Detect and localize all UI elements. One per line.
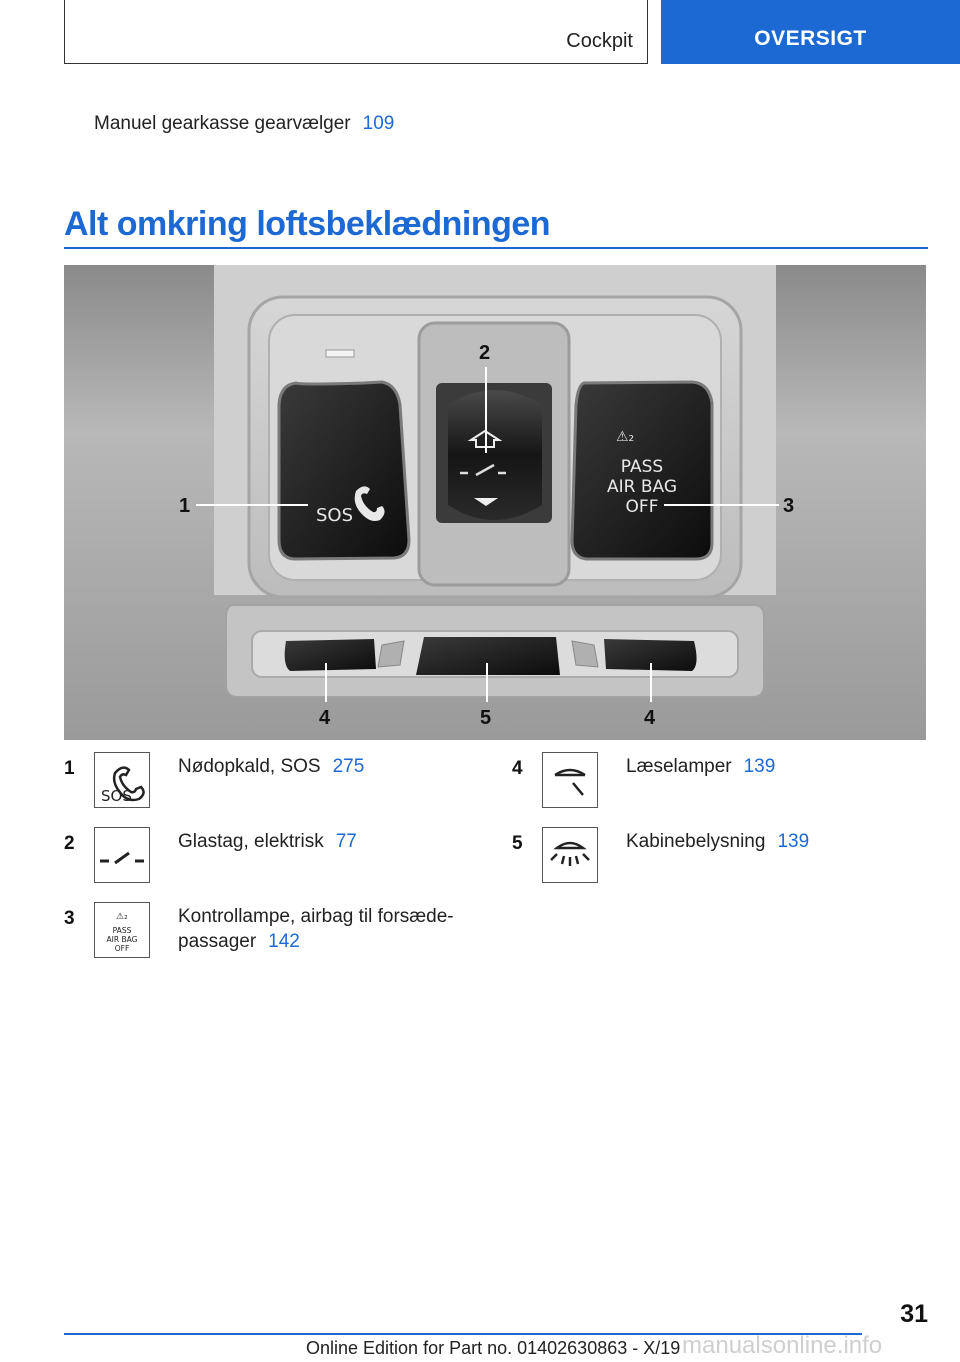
legend-page-link[interactable]: 77	[335, 831, 357, 852]
svg-text:OFF: OFF	[114, 944, 130, 953]
callout-3: 3	[783, 495, 795, 517]
legend-number: 4	[512, 758, 523, 779]
airbag-symbol-glyph: ⚠₂	[616, 429, 635, 445]
callout-2: 2	[479, 342, 491, 364]
glass-roof-icon	[94, 827, 150, 883]
legend-text: Kontrollampe, airbag til forsæde-passager 142	[178, 906, 454, 952]
intro-reference-text: Manuel gearkasse gearvælger	[94, 113, 351, 134]
legend-item-5	[512, 827, 809, 883]
legend-text: Kabinebelysning 139	[626, 831, 810, 852]
footer-edition: Online Edition for Part no. 01402630863 - X/19	[306, 1338, 681, 1358]
legend-item-4	[512, 752, 775, 808]
title-rule	[64, 247, 928, 249]
section-title: Alt omkring loftsbeklædningen	[64, 205, 551, 243]
svg-text:PASS: PASS	[112, 926, 132, 935]
sos-icon-text: SOS	[101, 787, 132, 805]
intro-reference-page-link[interactable]: 109	[362, 113, 395, 134]
callout-5: 5	[480, 707, 492, 729]
pass-label: PASS	[620, 457, 664, 477]
legend-number: 5	[512, 833, 523, 854]
overhead-console-photo	[64, 265, 926, 740]
legend-page-link[interactable]: 142	[268, 931, 300, 952]
legend-text: Læselamper 139	[626, 756, 776, 777]
status-led	[326, 350, 354, 357]
legend-page-link[interactable]: 139	[777, 831, 810, 852]
page-number: 31	[900, 1300, 928, 1328]
callout-1: 1	[179, 495, 191, 517]
legend-number: 2	[64, 833, 75, 854]
legend-item-3	[64, 902, 468, 958]
sos-button	[279, 382, 409, 559]
header-section-label: Cockpit	[566, 30, 633, 52]
passenger-airbag-off-icon	[94, 902, 150, 958]
legend-number: 3	[64, 908, 75, 929]
footer-watermark: manualsonline.info	[682, 1332, 883, 1359]
off-label: OFF	[625, 497, 659, 517]
legend-number: 1	[64, 758, 75, 779]
sos-button-label: SOS	[316, 505, 354, 526]
svg-text:AIR BAG: AIR BAG	[106, 935, 138, 944]
svg-text:⚠₂: ⚠₂	[116, 912, 128, 922]
reading-lamp-icon	[542, 752, 598, 808]
reading-lamp-left-button	[285, 639, 376, 671]
header-tab-oversigt[interactable]: OVERSIGT	[661, 0, 960, 64]
legend-text: Glastag, elektrisk 77	[178, 831, 357, 852]
intro-reference	[94, 113, 394, 135]
callout-4-right: 4	[644, 707, 656, 729]
legend-page-link[interactable]: 275	[332, 756, 365, 777]
legend-item-2	[64, 827, 357, 883]
sos-phone-icon	[94, 752, 150, 808]
interior-light-icon	[542, 827, 598, 883]
legend-text: Nødopkald, SOS 275	[178, 756, 365, 777]
sunroof-rocker-switch	[448, 390, 542, 520]
legend-page-link[interactable]: 139	[743, 756, 776, 777]
callout-4-left: 4	[319, 707, 331, 729]
legend-item-1	[64, 752, 364, 808]
air-bag-label: AIR BAG	[606, 477, 678, 497]
light-sensor-left	[378, 641, 404, 667]
header-section-box	[64, 0, 648, 64]
light-sensor-right	[572, 641, 598, 667]
